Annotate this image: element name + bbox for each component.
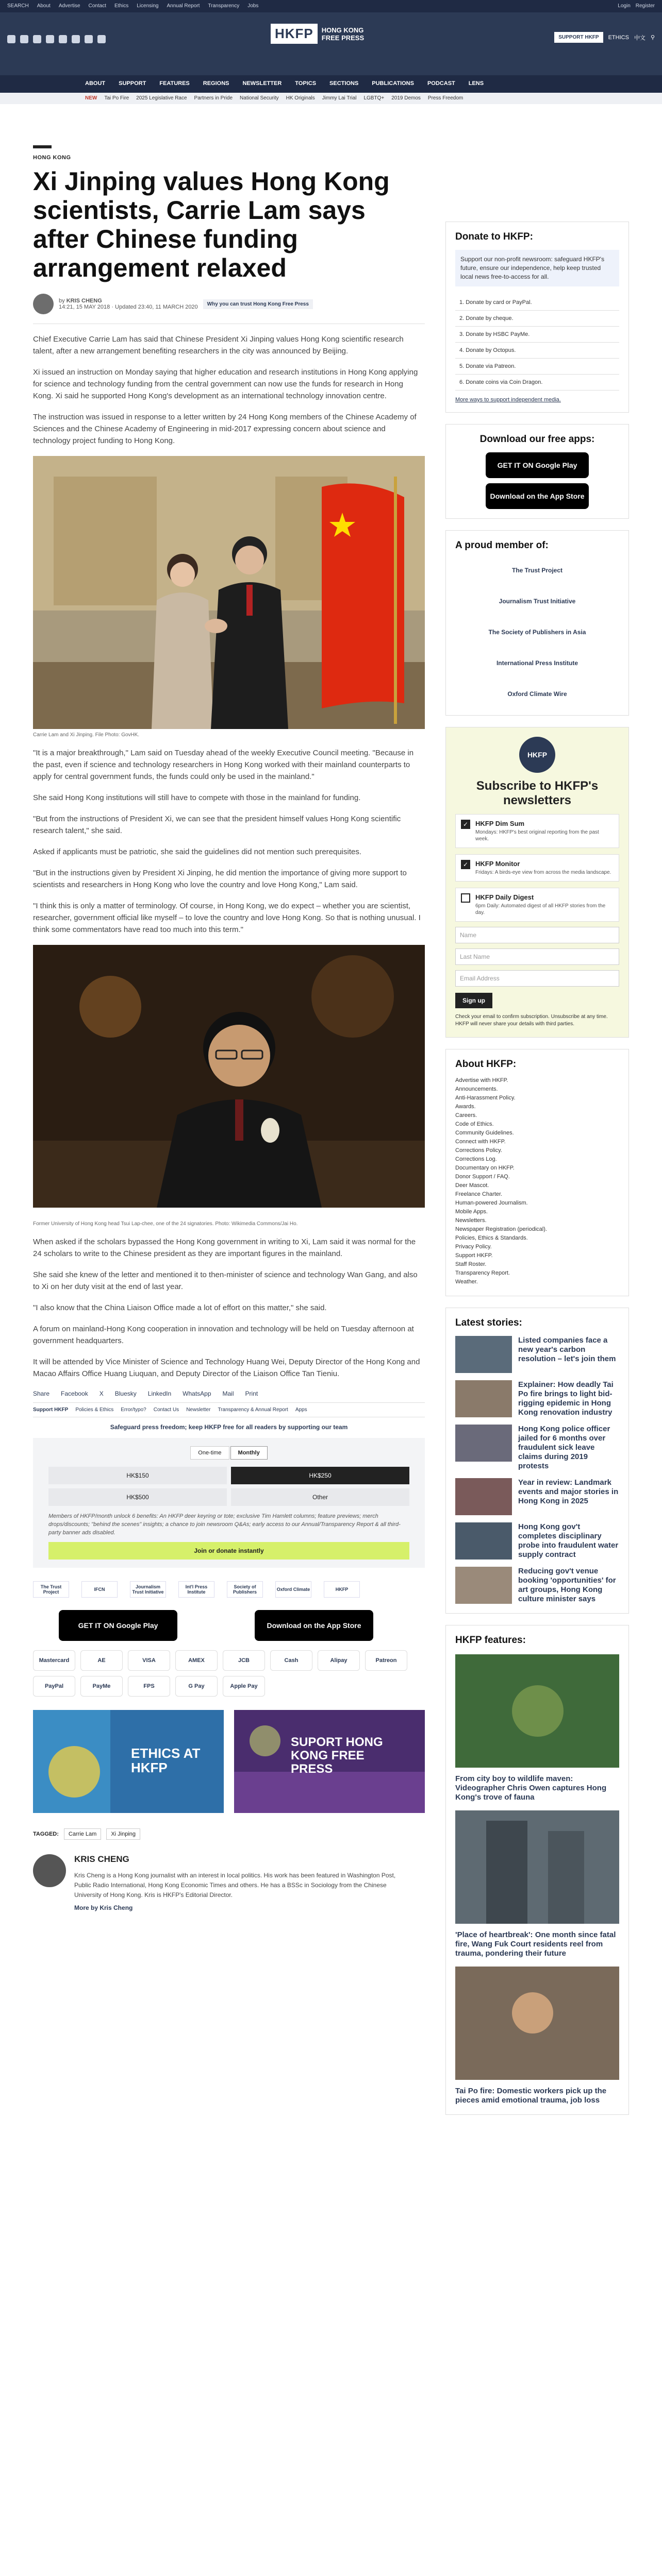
- by-label: by: [59, 298, 65, 304]
- story-item[interactable]: [455, 1425, 619, 1471]
- site-logo[interactable]: [271, 24, 364, 44]
- author-box: [33, 1854, 425, 1911]
- hkfp-badge: HKFP: [519, 737, 555, 773]
- x-icon[interactable]: [7, 35, 15, 43]
- story-thumbnail: [455, 1336, 512, 1373]
- trending-bar: [0, 93, 662, 104]
- sidebar: [445, 222, 629, 2115]
- login-link[interactable]: Login: [618, 3, 631, 9]
- main-nav: [0, 75, 662, 93]
- share-print[interactable]: Print: [245, 1390, 258, 1397]
- feature-headline[interactable]: From city boy to wildlife maven: Videographer Chris Owen captures Hong Kong's trove of fauna: [455, 1774, 607, 1802]
- policies-link[interactable]: Policies & Ethics: [75, 1407, 114, 1413]
- youtube-icon[interactable]: [59, 35, 67, 43]
- google-play-button[interactable]: GET IT ON Google Play: [486, 452, 589, 478]
- about-link[interactable]: Connect with HKFP.: [455, 1139, 506, 1145]
- licensing-link[interactable]: Licensing: [137, 3, 159, 9]
- donate-option[interactable]: 6. Donate coins via Coin Dragon.: [455, 375, 619, 391]
- contact-us-link[interactable]: Contact Us: [153, 1407, 179, 1413]
- transparency-link[interactable]: Transparency: [208, 3, 240, 9]
- about-link[interactable]: Mobile Apps.: [455, 1209, 488, 1215]
- email-field[interactable]: Email Address: [455, 970, 619, 987]
- about-link[interactable]: Transparency Report.: [455, 1270, 510, 1276]
- paragraph: A forum on mainland-Hong Kong cooperation in innovation and technology will be held on Tuesday afternoon at government headquarters.: [33, 1325, 414, 1345]
- donate-option[interactable]: 2. Donate by cheque.: [455, 311, 619, 327]
- feature-image: [455, 1810, 619, 1924]
- story-headline[interactable]: Year in review: Landmark events and major stories in Hong Kong in 2025: [518, 1478, 619, 1505]
- story-headline[interactable]: Listed companies face a new year's carbon resolution – let's join them: [518, 1336, 616, 1363]
- photo-caption: Former University of Hong Kong head Tsui Lap-chee, one of the 24 signatories. Photo: Wikimedia Commons/Jai Ho.: [33, 1221, 298, 1227]
- support-banner[interactable]: [234, 1710, 425, 1813]
- member-panel: [445, 530, 629, 716]
- app-store-button[interactable]: Download on the App Store: [255, 1610, 373, 1641]
- tagged-label: TAGGED:: [33, 1831, 59, 1837]
- feature-headline[interactable]: Tai Po fire: Domestic workers pick up the pieces amid emotional trauma, job loss: [455, 2087, 607, 2105]
- nav-sections[interactable]: SECTIONS: [329, 80, 359, 87]
- about-link[interactable]: Community Guidelines.: [455, 1130, 514, 1136]
- hkfp-features: [445, 1625, 629, 2115]
- tab-monthly[interactable]: Monthly: [230, 1446, 268, 1460]
- logo-line2: FREE PRESS: [321, 33, 365, 42]
- about-link[interactable]: Careers.: [455, 1112, 477, 1118]
- subscribe-note: Check your email to confirm subscription. Unsubscribe at any time. HKFP will never share your details with third parties.: [455, 1014, 608, 1027]
- about-panel: [445, 1049, 629, 1296]
- tag-chip[interactable]: Xi Jinping: [106, 1828, 140, 1840]
- about-link[interactable]: Anti-Harassment Policy.: [455, 1095, 516, 1101]
- ethics-header-link[interactable]: ETHICS: [608, 34, 629, 41]
- banner-text: SUPORT HONG KONG FREE PRESS: [291, 1735, 383, 1776]
- join-donate-button[interactable]: Join or donate instantly: [48, 1542, 409, 1560]
- about-link[interactable]: Staff Roster.: [455, 1261, 487, 1267]
- site-header: [0, 12, 662, 75]
- search-icon[interactable]: ⚲: [650, 35, 655, 41]
- trending-link[interactable]: 2025 Legislative Race: [136, 95, 187, 101]
- about-link[interactable]: Deer Mascot.: [455, 1182, 489, 1189]
- feature-headline[interactable]: 'Place of heartbreak': One month since fatal fire, Wang Fuk Court residents reel from trauma, pondering their future: [455, 1930, 616, 1958]
- nav-support[interactable]: SUPPORT: [119, 80, 146, 87]
- category-label[interactable]: HONG KONG: [33, 155, 71, 161]
- safeguard-heading: Safeguard press freedom; keep HKFP free for all readers by supporting our team: [110, 1423, 348, 1431]
- trust-logo[interactable]: Society of Publishers: [227, 1581, 263, 1598]
- payment-methods: [33, 1650, 425, 1697]
- search-link[interactable]: SEARCH: [7, 3, 29, 9]
- app-store-button[interactable]: Download on the App Store: [486, 483, 589, 509]
- photo-tsui: [33, 945, 425, 1218]
- payment-logo: G Pay: [175, 1676, 218, 1697]
- nav-publications[interactable]: PUBLICATIONS: [372, 80, 414, 87]
- newsletter-signup: [445, 727, 629, 1038]
- newsletter-name: HKFP Daily Digest: [475, 893, 534, 901]
- paragraph: When asked if the scholars bypassed the Hong Kong government in writing to Xi, Lam said it was normal for the 24 scholars to write to the Chinese president as they are important figures in the mainland.: [33, 1238, 416, 1258]
- social-icons: [7, 35, 106, 43]
- nav-regions[interactable]: REGIONS: [203, 80, 229, 87]
- about-link[interactable]: Privacy Policy.: [455, 1244, 492, 1250]
- support-hkfp-button[interactable]: SUPPORT HKFP: [554, 32, 603, 43]
- feature-item[interactable]: [455, 1967, 619, 2105]
- donate-blurb[interactable]: Support our non-profit newsroom: safeguard HKFP's future, ensure our independence, help keep trusted local news free-to-access for all.: [455, 250, 619, 286]
- trust-logo[interactable]: The Trust Project: [33, 1581, 69, 1598]
- payment-logo: Mastercard: [33, 1650, 75, 1671]
- payment-logo: Cash: [270, 1650, 312, 1671]
- story-thumbnail: [455, 1522, 512, 1560]
- logo-line1: HONG KONG: [321, 26, 364, 34]
- trust-logo[interactable]: Oxford Climate: [275, 1581, 311, 1598]
- about-link[interactable]: Support HKFP.: [455, 1252, 493, 1259]
- newsletter-option[interactable]: [455, 888, 619, 922]
- share-label: Share: [33, 1390, 50, 1397]
- nav-topics[interactable]: TOPICS: [295, 80, 317, 87]
- checkbox-checked[interactable]: ✓: [461, 860, 470, 869]
- annual-report-link[interactable]: Annual Report: [167, 3, 200, 9]
- paragraph: The instruction was issued in response to a letter written by 24 Hong Kong members of the Chinese Academy of Sciences and the Chinese Academy of Engineering in mid-2017 expressing concern about science and technology project funding to Hong Kong.: [33, 413, 417, 445]
- promo-banners: [33, 1710, 425, 1813]
- logo-text: [322, 26, 364, 42]
- member-logo[interactable]: The Trust Project: [511, 567, 563, 574]
- chinese-language-link[interactable]: 中文: [634, 35, 646, 41]
- membership-note: Members of HKFP/month unlock 6 benefits: An HKFP deer keyring or tote; exclusive Tim Hamlett columns; feature previews; merch drops/discounts; "behind the scenes" insights; a chance to join newsroom Q&As; early access to our Annual/Transparency Report & all third-party banner ads disabled.: [48, 1513, 401, 1536]
- article: [33, 113, 425, 1911]
- newsletter-option[interactable]: [455, 814, 619, 848]
- tab-one-time[interactable]: One-time: [190, 1446, 229, 1460]
- more-by-author-link[interactable]: More by Kris Cheng: [74, 1904, 133, 1911]
- last-name-field[interactable]: Last Name: [455, 948, 619, 965]
- payment-logo: Patreon: [365, 1650, 407, 1671]
- newsletter-option[interactable]: [455, 854, 619, 882]
- about-link[interactable]: Human-powered Journalism.: [455, 1200, 528, 1206]
- trust-logo[interactable]: Journalism Trust Initiative: [130, 1581, 166, 1598]
- tags: [33, 1828, 425, 1840]
- share-bluesky[interactable]: Bluesky: [114, 1390, 137, 1397]
- linkedin-icon[interactable]: [72, 35, 80, 43]
- google-play-button[interactable]: GET IT ON Google Play: [59, 1610, 177, 1641]
- story-item[interactable]: [455, 1478, 619, 1515]
- share-bar: [33, 1390, 425, 1403]
- newsletter-desc: 6pm Daily: Automated digest of all HKFP stories from the day.: [475, 903, 606, 916]
- payment-logo: AE: [80, 1650, 123, 1671]
- trending-link[interactable]: Tai Po Fire: [104, 95, 129, 101]
- photo-tsui-image: [33, 945, 425, 1208]
- story-thumbnail: [455, 1567, 512, 1604]
- story-headline[interactable]: Explainer: How deadly Tai Po fire brings to light bid-rigging epidemic in Hong Kong renovation industry: [518, 1380, 614, 1417]
- payment-logo: PayMe: [80, 1676, 123, 1697]
- about-link[interactable]: Advertise with HKFP.: [455, 1077, 508, 1083]
- newsletter-link[interactable]: Newsletter: [186, 1407, 211, 1413]
- photo-lam-xi-image: [33, 456, 425, 729]
- about-link[interactable]: Policies, Ethics & Standards.: [455, 1235, 528, 1241]
- about-link[interactable]: Newspaper Registration (periodical).: [455, 1226, 547, 1232]
- payment-logo: VISA: [128, 1650, 170, 1671]
- about-link[interactable]: Announcements.: [455, 1086, 498, 1092]
- banner-text: ETHICS AT HKFP: [131, 1745, 201, 1775]
- nav-newsletter[interactable]: NEWSLETTER: [242, 80, 282, 87]
- jobs-link[interactable]: Jobs: [247, 3, 259, 9]
- photo-lam-xi: [33, 456, 425, 729]
- donate-option[interactable]: 3. Donate by HSBC PayMe.: [455, 327, 619, 343]
- subscribe-title: Subscribe to HKFP's newsletters: [476, 779, 599, 807]
- donate-option[interactable]: 5. Donate via Patreon.: [455, 359, 619, 375]
- share-whatsapp[interactable]: WhatsApp: [183, 1390, 211, 1397]
- transparency-report-link[interactable]: Transparency & Annual Report: [218, 1407, 288, 1413]
- paragraph: "I also know that the China Liaison Office made a lot of effort on this matter," she said.: [33, 1303, 327, 1312]
- paragraph: She said Hong Kong institutions will still have to compete with those in the mainland for funding.: [33, 793, 361, 802]
- member-logo[interactable]: Journalism Trust Initiative: [499, 598, 576, 605]
- member-logo[interactable]: International Press Institute: [496, 659, 578, 667]
- trust-logo[interactable]: Int'l Press Institute: [178, 1581, 214, 1598]
- error-link[interactable]: Error/typo?: [121, 1407, 146, 1413]
- newsletter-desc: Mondays: HKFP's best original reporting from the past week.: [475, 829, 599, 842]
- newsletter-desc: Fridays: A birds-eye view from across the media landscape.: [475, 870, 611, 875]
- feature-image: [455, 1967, 619, 2080]
- about-link[interactable]: Donor Support / FAQ.: [455, 1174, 510, 1180]
- rss-icon[interactable]: [85, 35, 93, 43]
- about-link[interactable]: Awards.: [455, 1104, 476, 1110]
- trust-logo[interactable]: HKFP: [324, 1581, 360, 1598]
- about-link[interactable]: Corrections Policy.: [455, 1147, 502, 1154]
- latest-title: Latest stories:: [455, 1317, 522, 1328]
- paragraph: "It is a major breakthrough," Lam said on Tuesday ahead of the weekly Executive Council meeting. "Because in the past, even if science and technology researchers in Hong Kong worked with their mainland counterparts to apply for central government funds, the funds could only be used in the mainland.": [33, 749, 414, 781]
- new-badge: NEW: [85, 95, 97, 101]
- signup-button[interactable]: Sign up: [455, 993, 492, 1008]
- story-item[interactable]: [455, 1522, 619, 1560]
- trending-link[interactable]: Jimmy Lai Trial: [322, 95, 357, 101]
- author-box-name[interactable]: KRIS CHENG: [74, 1854, 129, 1864]
- story-headline[interactable]: Reducing gov't venue booking 'opportunities' for art groups, Hong Kong culture minister says: [518, 1567, 616, 1603]
- about-link[interactable]: Freelance Charter.: [455, 1191, 503, 1197]
- payment-logo: JCB: [223, 1650, 265, 1671]
- latest-stories: [445, 1308, 629, 1614]
- donate-option[interactable]: 4. Donate by Octopus.: [455, 343, 619, 359]
- threads-icon[interactable]: [46, 35, 54, 43]
- member-title: A proud member of:: [455, 540, 549, 551]
- newsletter-name: HKFP Monitor: [475, 860, 520, 868]
- about-link[interactable]: Weather.: [455, 1279, 478, 1285]
- features-title: HKFP features:: [455, 1635, 526, 1646]
- support-links: [33, 1407, 425, 1417]
- paragraph: She said she knew of the letter and mentioned it to then-minister of science and technology Wan Gang, and also to Xi on her duty visit at the end of last year.: [33, 1270, 418, 1291]
- nav-features[interactable]: FEATURES: [159, 80, 190, 87]
- story-item[interactable]: [455, 1380, 619, 1417]
- payment-logo: Apple Pay: [223, 1676, 265, 1697]
- amount-option[interactable]: HK$150: [48, 1467, 227, 1484]
- amount-option[interactable]: HK$500: [48, 1488, 227, 1506]
- contact-link[interactable]: Contact: [88, 3, 106, 9]
- feature-image: [455, 1654, 619, 1768]
- top-utility-bar: [0, 0, 662, 12]
- checkbox-unchecked[interactable]: [461, 893, 470, 903]
- story-thumbnail: [455, 1380, 512, 1417]
- nav-lens[interactable]: LENS: [468, 80, 484, 87]
- instagram-icon[interactable]: [33, 35, 41, 43]
- trending-link[interactable]: Partners in Pride: [194, 95, 233, 101]
- mail-icon[interactable]: [97, 35, 106, 43]
- payment-logo: PayPal: [33, 1676, 75, 1697]
- facebook-icon[interactable]: [20, 35, 28, 43]
- paragraph: "But from the instructions of President Xi, we can see that the president himself values Hong Kong scientific research talent," she said.: [33, 815, 401, 835]
- tag-chip[interactable]: Carrie Lam: [64, 1828, 101, 1840]
- about-link[interactable]: Documentary on HKFP.: [455, 1165, 515, 1171]
- amount-option-selected[interactable]: HK$250: [231, 1467, 409, 1484]
- support-link[interactable]: Support HKFP: [33, 1407, 69, 1413]
- author-bio: Kris Cheng is a Hong Kong journalist with an interest in local politics. His work has been featured in Washington Post, Public Radio International, Hong Kong Economic Times and others. He has a BSSc in Sociology from the Chinese University of Hong Kong. Kris is HKFP's Editorial Director.: [74, 1872, 396, 1899]
- apps-title: Download our free apps:: [479, 434, 595, 445]
- author-avatar: [33, 294, 54, 314]
- paragraph: It will be attended by Vice Minister of Science and Technology Huang Wei, Deputy Director of the Hong Kong and Macao Affairs Office Huang Liuquan, and Deputy Director of the Liaison Office Tan Tieniu.: [33, 1358, 420, 1378]
- article-title: Xi Jinping values Hong Kong scientists, Carrie Lam says after Chinese funding arrangement relaxed: [33, 167, 390, 282]
- paragraph: Xi issued an instruction on Monday saying that higher education and research institutions in Hong Kong applying for science and technology funding from the central government can now use the funds for research in Hong Kong. Xi said he supported Hong Kong's development as an international technology innovation centre.: [33, 368, 418, 400]
- trust-logos: [33, 1581, 425, 1598]
- trending-link[interactable]: National Security: [240, 95, 279, 101]
- ethics-banner[interactable]: [33, 1710, 224, 1813]
- paragraph: Asked if applicants must be patriotic, she said the guidelines did not mention such prerequisites.: [33, 848, 362, 856]
- trending-link[interactable]: HK Originals: [286, 95, 315, 101]
- story-item[interactable]: [455, 1336, 619, 1373]
- feature-item[interactable]: [455, 1654, 619, 1802]
- share-facebook[interactable]: Facebook: [61, 1390, 88, 1397]
- about-link[interactable]: Code of Ethics.: [455, 1121, 494, 1127]
- publish-date: 14:21, 15 MAY 2018 · Updated 23:40, 11 MARCH 2020: [59, 304, 198, 310]
- photo-caption: Carrie Lam and Xi Jinping. File Photo: GovHK.: [33, 732, 140, 738]
- nav-about[interactable]: ABOUT: [85, 80, 106, 87]
- share-linkedin[interactable]: LinkedIn: [147, 1390, 172, 1397]
- payment-logo: AMEX: [175, 1650, 218, 1671]
- payment-logo: Alipay: [318, 1650, 360, 1671]
- newsletter-name: HKFP Dim Sum: [475, 820, 525, 827]
- trending-link[interactable]: 2019 Demos: [391, 95, 421, 101]
- story-headline[interactable]: Hong Kong gov't completes disciplinary probe into fraudulent water supply contract: [518, 1522, 619, 1559]
- logo-mark: HKFP: [271, 24, 318, 44]
- apps-link[interactable]: Apps: [295, 1407, 307, 1413]
- payment-logo: FPS: [128, 1676, 170, 1697]
- share-mail[interactable]: Mail: [222, 1390, 234, 1397]
- author-name[interactable]: KRIS CHENG: [66, 298, 102, 304]
- story-headline[interactable]: Hong Kong police officer jailed for 6 months over fraudulent sick leave claims during 2019 protests: [518, 1425, 610, 1470]
- about-title: About HKFP:: [455, 1059, 517, 1070]
- author-avatar: [33, 1854, 66, 1887]
- register-link[interactable]: Register: [635, 3, 655, 9]
- ethics-link[interactable]: Ethics: [114, 3, 129, 9]
- apps-panel: [445, 424, 629, 519]
- about-link[interactable]: About: [37, 3, 51, 9]
- member-logo[interactable]: Oxford Climate Wire: [507, 690, 567, 698]
- about-link[interactable]: Corrections Log.: [455, 1156, 497, 1162]
- member-logo[interactable]: The Society of Publishers in Asia: [488, 629, 586, 636]
- nav-podcast[interactable]: PODCAST: [427, 80, 455, 87]
- about-link[interactable]: Newsletters.: [455, 1217, 487, 1224]
- donation-widget: [33, 1438, 425, 1568]
- trust-logo[interactable]: IFCN: [81, 1581, 118, 1598]
- first-name-field[interactable]: Name: [455, 927, 619, 943]
- trust-button[interactable]: Why you can trust Hong Kong Free Press: [203, 299, 313, 309]
- advertise-link[interactable]: Advertise: [58, 3, 80, 9]
- amount-option-other[interactable]: Other: [231, 1488, 409, 1506]
- share-x[interactable]: X: [99, 1390, 104, 1397]
- story-thumbnail: [455, 1425, 512, 1462]
- story-thumbnail: [455, 1478, 512, 1515]
- checkbox-checked[interactable]: ✓: [461, 820, 470, 829]
- story-item[interactable]: [455, 1567, 619, 1604]
- more-ways-link[interactable]: More ways to support independent media.: [455, 397, 561, 403]
- paragraph: "I think this is only a matter of terminology. Of course, in Hong Kong, we do expect – whether you are scientist, researcher, government official like myself – to love the country and love Hong Kong. So that is nothing unusual. I think some commentators have read too much into this term.": [33, 902, 421, 934]
- paragraph: Chief Executive Carrie Lam has said that Chinese President Xi Jinping values Hong Kong scientific research talent, after a new arrangement benefiting researchers in the city was announced by Beijing.: [33, 335, 404, 355]
- kicker-bar: [33, 145, 52, 148]
- trending-link[interactable]: LGBTQ+: [363, 95, 385, 101]
- paragraph: "But in the instructions given by President Xi Jinping, he did mention the importance of giving more support to scientists and researchers in Hong Kong who love the country and love Hong Kong," Lam said.: [33, 869, 407, 889]
- donate-title: Donate to HKFP:: [455, 231, 533, 242]
- feature-item[interactable]: [455, 1810, 619, 1958]
- donate-option[interactable]: 1. Donate by card or PayPal.: [455, 295, 619, 311]
- trending-link[interactable]: Press Freedom: [427, 95, 464, 101]
- donate-panel: [445, 222, 629, 413]
- byline: [33, 294, 425, 314]
